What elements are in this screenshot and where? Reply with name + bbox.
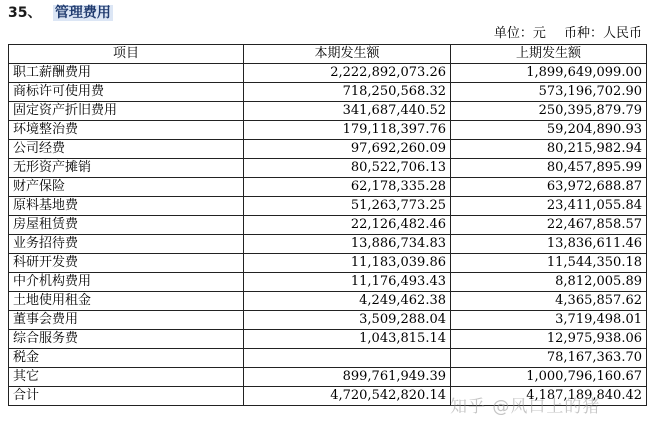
table-row [9, 197, 647, 216]
row-current-value: 62,178,335.28 [244, 178, 451, 197]
section-heading [8, 2, 113, 24]
row-prior-value: 1,000,796,160.67 [451, 368, 647, 387]
row-current-value [244, 349, 451, 368]
row-prior-value: 23,411,055.84 [451, 197, 647, 216]
row-prior-value: 59,204,890.93 [451, 121, 647, 140]
watermark: 知乎 @风口上的猪 [450, 397, 601, 417]
table-row [9, 349, 647, 368]
row-current-value: 179,118,397.76 [244, 121, 451, 140]
row-item-name: 土地使用租金 [9, 292, 244, 311]
row-current-value: 13,886,734.83 [244, 235, 451, 254]
row-item-name: 财产保险 [9, 178, 244, 197]
table-row [9, 140, 647, 159]
row-current-value: 22,126,482.46 [244, 216, 451, 235]
row-item-name: 税金 [9, 349, 244, 368]
table-row [9, 273, 647, 292]
section-title: 管理费用 [54, 5, 111, 21]
table-row [9, 368, 647, 387]
table-row [9, 178, 647, 197]
row-current-value: 899,761,949.39 [244, 368, 451, 387]
table-row [9, 159, 647, 178]
row-prior-value: 80,215,982.94 [451, 140, 647, 159]
row-item-name: 无形资产摊销 [9, 159, 244, 178]
row-item-name: 综合服务费 [9, 330, 244, 349]
row-item-name: 合计 [9, 387, 244, 406]
row-item-name: 公司经费 [9, 140, 244, 159]
row-current-value: 2,222,892,073.26 [244, 64, 451, 83]
row-prior-value: 250,395,879.79 [451, 102, 647, 121]
row-current-value: 97,692,260.09 [244, 140, 451, 159]
table-row [9, 121, 647, 140]
row-item-name: 商标许可使用费 [9, 83, 244, 102]
row-prior-value: 80,457,895.99 [451, 159, 647, 178]
table-row [9, 216, 647, 235]
row-prior-value: 13,836,611.46 [451, 235, 647, 254]
row-current-value: 11,183,039.86 [244, 254, 451, 273]
row-item-name: 董事会费用 [9, 311, 244, 330]
row-current-value: 80,522,706.13 [244, 159, 451, 178]
row-prior-value: 4,365,857.62 [451, 292, 647, 311]
header-prior-period: 上期发生额 [451, 45, 647, 64]
row-current-value: 11,176,493.43 [244, 273, 451, 292]
row-prior-value: 78,167,363.70 [451, 349, 647, 368]
row-item-name: 环境整治费 [9, 121, 244, 140]
row-current-value: 4,249,462.38 [244, 292, 451, 311]
row-prior-value: 63,972,688.87 [451, 178, 647, 197]
table-row [9, 254, 647, 273]
row-current-value: 3,509,288.04 [244, 311, 451, 330]
row-current-value: 341,687,440.52 [244, 102, 451, 121]
row-current-value: 1,043,815.14 [244, 330, 451, 349]
row-item-name: 原料基地费 [9, 197, 244, 216]
row-item-name: 业务招待费 [9, 235, 244, 254]
unit-line [480, 26, 642, 42]
row-item-name: 职工薪酬费用 [9, 64, 244, 83]
admin-expense-table [8, 44, 647, 406]
table-row [9, 292, 647, 311]
row-prior-value: 1,899,649,099.00 [451, 64, 647, 83]
row-prior-value: 573,196,702.90 [451, 83, 647, 102]
table-body [9, 64, 647, 406]
row-current-value: 51,263,773.25 [244, 197, 451, 216]
table-header-row [9, 45, 647, 64]
row-item-name: 科研开发费 [9, 254, 244, 273]
section-number: 35、 [8, 5, 42, 21]
row-prior-value: 3,719,498.01 [451, 311, 647, 330]
row-item-name: 固定资产折旧费用 [9, 102, 244, 121]
table-row [9, 83, 647, 102]
table-row [9, 64, 647, 83]
row-item-name: 房屋租赁费 [9, 216, 244, 235]
row-current-value: 4,720,542,820.14 [244, 387, 451, 406]
row-prior-value: 11,544,350.18 [451, 254, 647, 273]
row-item-name: 其它 [9, 368, 244, 387]
row-prior-value: 8,812,005.89 [451, 273, 647, 292]
table-row [9, 311, 647, 330]
table-row [9, 235, 647, 254]
row-prior-value: 22,467,858.57 [451, 216, 647, 235]
row-item-name: 中介机构费用 [9, 273, 244, 292]
table-row [9, 330, 647, 349]
row-current-value: 718,250,568.32 [244, 83, 451, 102]
unit-label: 单位：元 [493, 26, 546, 41]
currency-label: 币种：人民币 [563, 26, 642, 41]
table-row [9, 387, 647, 406]
header-current-period: 本期发生额 [244, 45, 451, 64]
row-prior-value: 4,187,189,840.42 [451, 387, 647, 406]
row-prior-value: 12,975,938.06 [451, 330, 647, 349]
table-row [9, 102, 647, 121]
header-item: 项目 [9, 45, 244, 64]
